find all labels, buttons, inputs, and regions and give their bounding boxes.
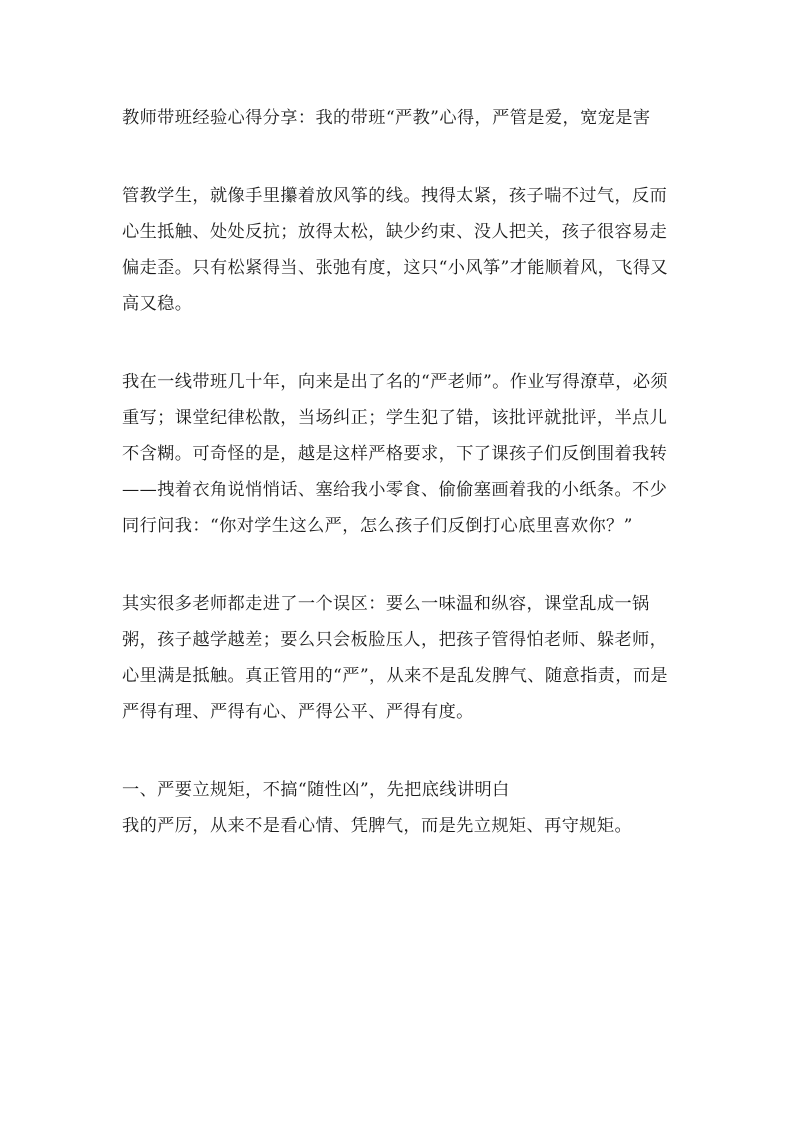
- document-title: 教师带班经验心得分享：我的带班“严教”心得，严管是爱，宽宠是害: [122, 108, 651, 128]
- paragraph-misconception: 其实很多老师都走进了一个误区：要么一味温和纵容，课堂乱成一锅粥，孩子越学越差；要么只会板脸压人，把孩子管得怕老师、躲老师，心里满是抵触。真正管用的“严”，从来不是乱发脾气、随意指责，而是严得有理、严得有心、严得公平、严得有度。: [122, 594, 669, 722]
- paragraph-strict-teacher: 我在一线带班几十年，向来是出了名的“严老师”。作业写得潦草，必须重写；课堂纪律松散，当场纠正；学生犯了错，该批评就批评，半点儿不含糊。可奇怪的是，越是这样严格要求，下了课孩子们反倒围着我转——拽着衣角说悄悄话、塞给我小零食、偷偷塞画着我的小纸条。不少同行问我：“你对学生这么严，怎么孩子们反倒打心底里喜欢你？”: [122, 372, 669, 536]
- section-heading: 一、严要立规矩，不搞“随性凶”，先把底线讲明白: [122, 780, 510, 800]
- document-body: [122, 100, 682, 844]
- paragraph-kite-analogy: 管教学生，就像手里攥着放风筝的线。拽得太紧，孩子喘不过气，反而心生抵触、处处反抗；放得太松，缺少约束、没人把关，孩子很容易走偏走歪。只有松紧得当、张弛有度，这只“小风筝”才能顺着风，飞得又高又稳。: [122, 186, 669, 314]
- section-text: 我的严厉，从来不是看心情、凭脾气，而是先立规矩、再守规矩。: [122, 816, 633, 836]
